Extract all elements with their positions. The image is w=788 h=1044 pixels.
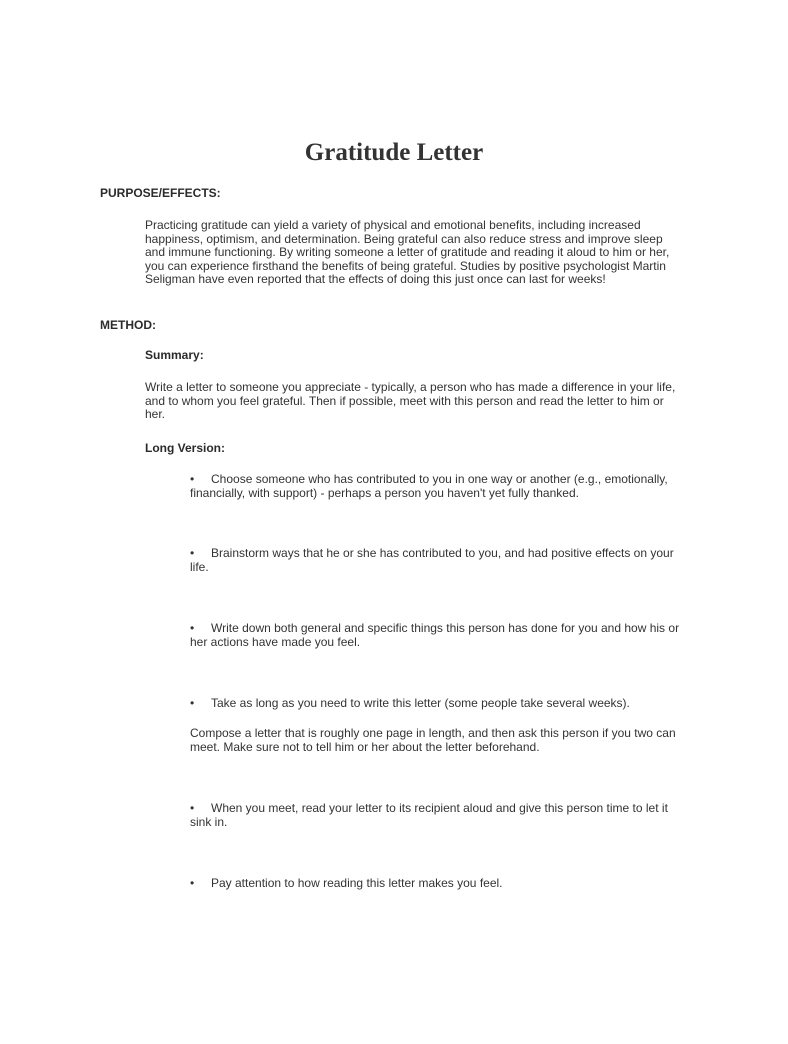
step-item <box>190 802 690 829</box>
long-version-heading: Long Version: <box>145 441 226 455</box>
step-item <box>190 877 690 891</box>
bullet-icon: • <box>190 696 195 710</box>
step-text: Write down both general and specific things this person has done for you and how his or her actions have made you feel. <box>190 621 680 649</box>
bullet-icon: • <box>190 472 195 486</box>
summary-text: Write a letter to someone you appreciate - typically, a person who has made a difference in your life, and to whom you feel grateful. Then if possible, meet with this person and read the letter to him or her. <box>145 380 676 422</box>
step-text: When you meet, read your letter to its recipient aloud and give this person time to let it sink in. <box>190 801 668 829</box>
bullet-icon: • <box>190 801 195 815</box>
compose-note: Compose a letter that is roughly one page in length, and then ask this person if you two can meet. Make sure not to tell him or her about the letter beforehand. <box>190 726 676 754</box>
step-item <box>190 473 690 500</box>
bullet-icon: • <box>190 876 195 890</box>
step-item <box>190 622 695 649</box>
bullet-icon: • <box>190 546 195 560</box>
purpose-heading: PURPOSE/EFFECTS: <box>100 186 221 200</box>
step-text: Pay attention to how reading this letter makes you feel. <box>211 876 503 890</box>
step-text: Take as long as you need to write this letter (some people take several weeks). <box>211 696 630 710</box>
page-title: Gratitude Letter <box>304 139 484 166</box>
step-text: Brainstorm ways that he or she has contributed to you, and had positive effects on your life. <box>190 546 674 574</box>
summary-heading: Summary: <box>145 348 204 362</box>
bullet-icon: • <box>190 621 195 635</box>
step-text: Choose someone who has contributed to you in one way or another (e.g., emotionally, financially, with support) - perhaps a person you haven't yet fully thanked. <box>190 472 668 500</box>
step-item <box>190 697 695 711</box>
purpose-paragraph: Practicing gratitude can yield a variety of physical and emotional benefits, including increased happiness, optimism, and determination. Being grateful can also reduce stress and improve sleep and immune functioning. By writing someone a letter of gratitude and reading it aloud to him or her, you can experience firsthand the benefits of being grateful. Studies by positive psychologist Martin Seligman have even reported that the effects of doing this just once can last for weeks! <box>145 218 670 287</box>
method-heading: METHOD: <box>100 318 156 332</box>
step-item <box>190 547 680 574</box>
